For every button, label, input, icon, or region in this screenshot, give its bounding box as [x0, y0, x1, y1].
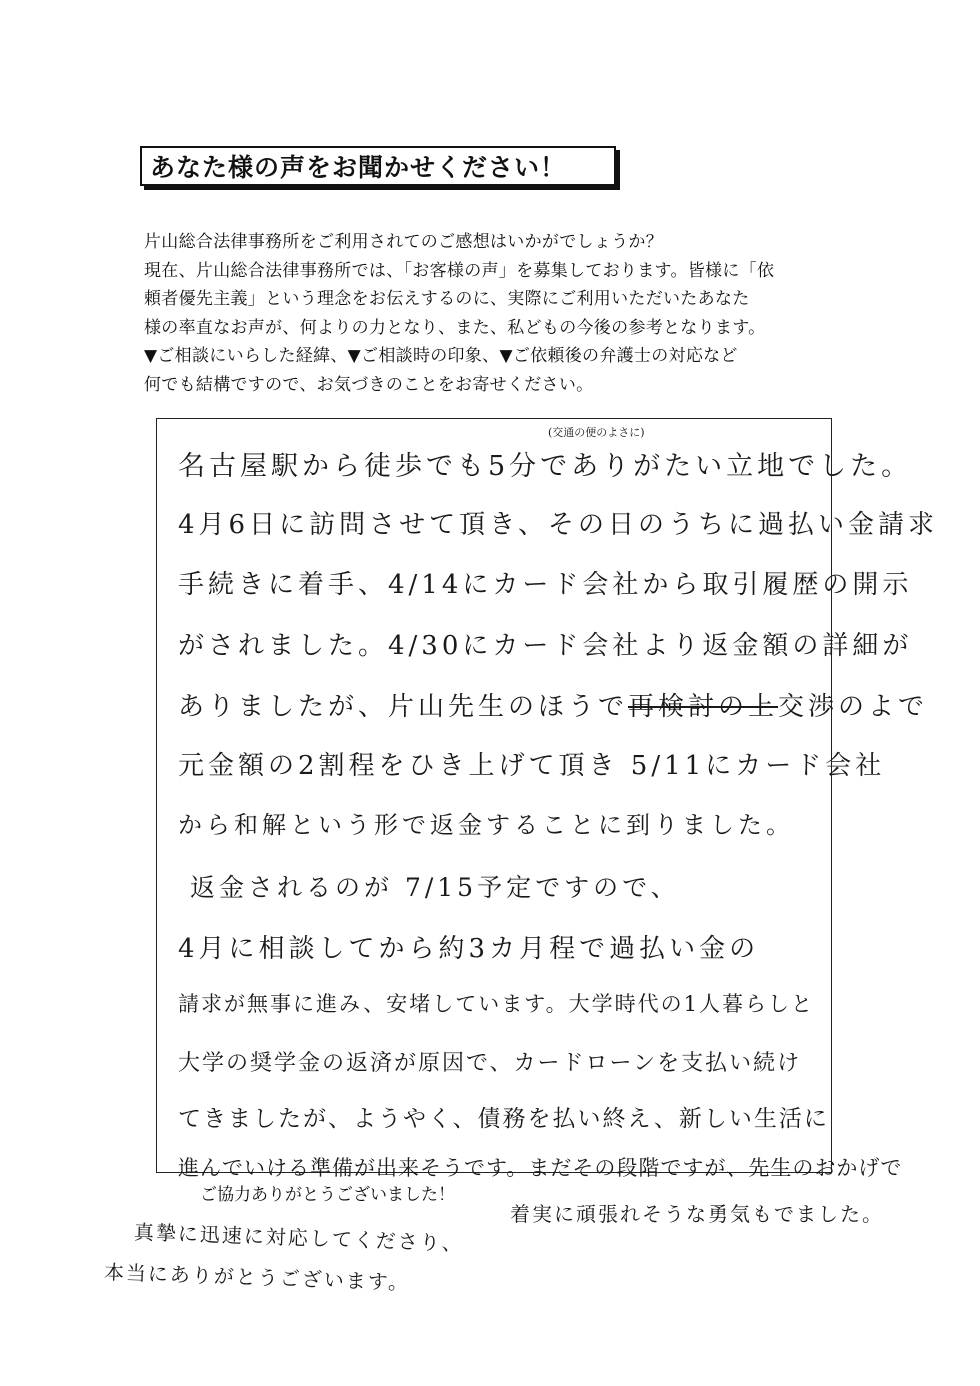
handwritten-line: 名古屋駅から徒歩でも5分でありがたい立地でした。	[178, 451, 913, 482]
handwritten-line: 請求が無事に進み、安堵しています。大学時代の1人暮らしと	[178, 992, 814, 1016]
handwritten-text: 交渉のよで	[778, 692, 929, 722]
handwritten-line: 4月6日に訪問させて頂き、その日のうちに過払い金請求	[178, 510, 939, 540]
intro-line: ▼ご相談にいらした経緯、▼ご相談時の印象、▼ご依頼後の弁護士の対応など	[144, 346, 738, 366]
thanks-text: ご協力ありがとうございました！	[200, 1185, 455, 1205]
handwritten-closing-line: 真摯に迅速に対応してくださり、	[133, 1220, 465, 1256]
handwritten-continuation: 着実に頑張れそうな勇気もでました。	[510, 1202, 884, 1226]
handwritten-line: てきましたが、ようやく、債務を払い終え、新しい生活に	[178, 1106, 829, 1132]
handwritten-line: 元金額の2割程をひき上げて頂き 5/11にカード会社	[178, 751, 886, 781]
handwritten-line: 4月に相談してから約3カ月程で過払い金の	[178, 934, 760, 964]
intro-text	[144, 228, 864, 399]
handwritten-line: 大学の奨学金の返済が原因で、カードローンを支払い続け	[178, 1051, 802, 1076]
handwritten-line: 返金されるのが 7/15予定ですので、	[190, 873, 680, 902]
handwritten-line-5	[178, 686, 928, 723]
struck-text: 再検討の上	[628, 692, 779, 722]
handwritten-annotation: (交通の便のよさに)	[548, 426, 645, 439]
form-title-text: あなた様の声をお聞かせください！	[150, 153, 567, 182]
handwritten-line: 手続きに着手、4/14にカード会社から取引履歴の開示	[178, 570, 913, 600]
handwritten-closing-line: 本当にありがとうございます。	[103, 1260, 411, 1295]
intro-line: 片山総合法律事務所をご利用されてのご感想はいかがでしょうか？	[144, 232, 663, 252]
form-title	[140, 146, 616, 186]
handwritten-line: 進んでいける準備が出来そうです。まだその段階ですが、先生のおかげで	[178, 1156, 903, 1180]
intro-line: 何でも結構ですので、お気づきのことをお寄せください。	[144, 374, 594, 395]
intro-line: 頼者優先主義」という理念をお伝えするのに、実際にご利用いただいたあなた	[144, 289, 750, 309]
intro-line: 現在、片山総合法律事務所では、「お客様の声」を募集しております。皆様に「依	[144, 260, 775, 281]
handwritten-line: がされました。4/30にカード会社より返金額の詳細が	[178, 631, 913, 661]
handwritten-line: から和解という形で返金することに到りました。	[178, 811, 794, 839]
intro-line: 様の率直なお声が、何よりの力となり、また、私どもの今後の参考となります。	[144, 317, 766, 338]
handwritten-text: ありましたが、片山先生のほうで	[178, 692, 629, 722]
